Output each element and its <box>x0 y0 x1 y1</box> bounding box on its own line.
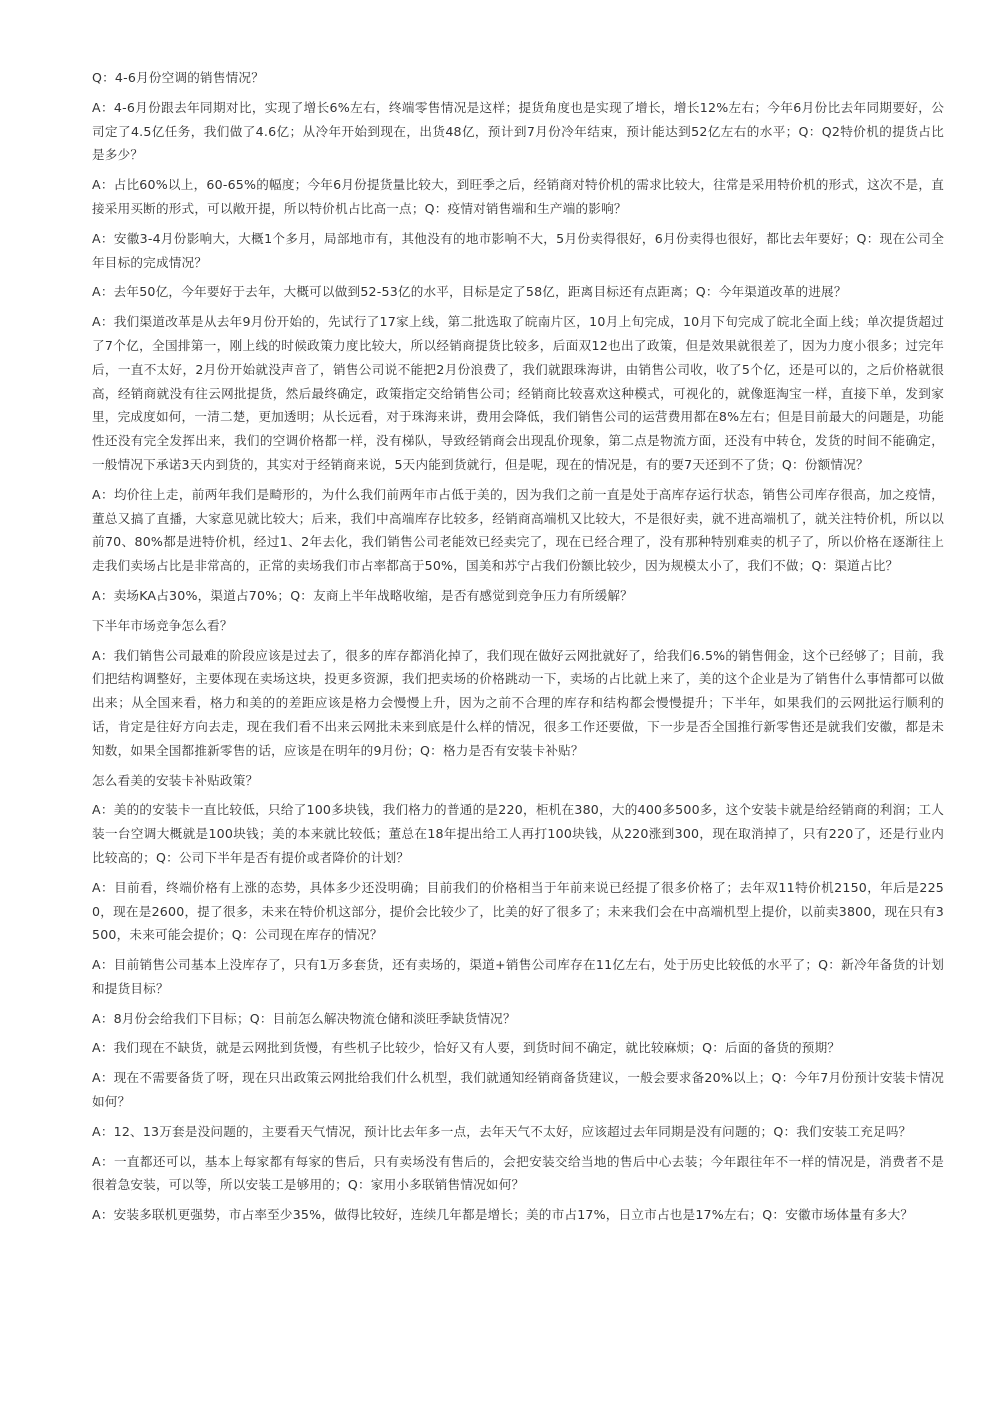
paragraph: A：4-6月份跟去年同期对比，实现了增长6%左右，终端零售情况是这样；提货角度也是实现了增长，增长12%左右；今年6月份比去年同期要好，公司定了4.5亿任务，我们做了4.6亿；从冷年开始到现在，出货48亿，预计到7月份冷年结束，预计能达到52亿左右的水平；Q：Q2特价机的提货占比是多少？ <box>92 99 944 163</box>
paragraph: A：去年50亿，今年要好于去年，大概可以做到52-53亿的水平，目标是定了58亿，距离目标还有点距离；Q：今年渠道改革的进展？ <box>92 284 847 300</box>
paragraph: A：8月份会给我们下目标；Q：目前怎么解决物流仓储和淡旺季缺货情况？ <box>92 1010 516 1026</box>
paragraph: A：我们销售公司最难的阶段应该是过去了，很多的库存都消化掉了，我们现在做好云网批就好了，给我们6.5%的销售佣金，这个已经够了；目前，我们把结构调整好，主要体现在卖场这块，投更多资源，我们把卖场的价格跳动一下，卖场的占比就上来了，美的这个企业是为了销售什么事情都可以做出来；从全国来看，格力和美的的差距应该是格力会慢慢上升，因为之前不合理的库存和结构都会慢慢提升；下半年，如果我们的云网批运行顺利的话，肯定是往好方向去走，现在我们看不出来云网批未来到底是什么样的情况，很多工作还要做，下一步是否全国推行新零售还是就我们安徽，都是未知数，如果全国都推新零售的话，应该是在明年的9月份；Q：格力是否有安装卡补贴？ <box>92 647 944 758</box>
paragraph: A：均价往上走，前两年我们是畸形的，为什么我们前两年市占低于美的，因为我们之前一直是处于高库存运行状态，销售公司库存很高，加之疫情，董总又搞了直播，大家意见就比较大；后来，我们中高端库存比较多，经销商高端机又比较大，不是很好卖，就不进高端机了，就关注特价机，所以以前70、80%都是进特价机，经过1、2年去化，我们销售公司老能效已经卖完了，现在已经合理了，没有那种特别难卖的机子了，所以价格在逐渐往上走我们卖场占比是非常高的，正常的卖场我们市占率都高于50%，国美和苏宁占我们份额比较少，因为规模太小了，我们不做；Q：渠道占比？ <box>92 486 944 574</box>
paragraph: 怎么看美的安装卡补贴政策？ <box>92 772 259 788</box>
paragraph: 下半年市场竞争怎么看？ <box>92 617 233 633</box>
paragraph: A：美的的安装卡一直比较低，只给了100多块钱，我们格力的普通的是220，柜机在380，大的400多500多，这个安装卡就是给经销商的利润；工人装一台空调大概就是100块钱；美的本来就比较低；董总在18年提出给工人再打100块钱，从220涨到300，现在取消掉了，只有220了，还是行业内比较高的；Q：公司下半年是否有提价或者降价的计划？ <box>92 802 944 865</box>
paragraph: A：一直都还可以，基本上每家都有每家的售后，只有卖场没有售后的，会把安装交给当地的售后中心去装；今年跟往年不一样的情况是，消费者不是很着急安装，可以等，所以安装工是够用的；Q：家用小多联销售情况如何？ <box>92 1153 944 1193</box>
paragraph: A：现在不需要备货了呀，现在只出政策云网批给我们什么机型，我们就通知经销商备货建议，一般会要求备20%以上；Q：今年7月份预计安装卡情况如何？ <box>92 1070 944 1110</box>
paragraph: Q：4-6月份空调的销售情况？ <box>92 70 265 85</box>
paragraph: A：安徽3-4月份影响大，大概1个多月，局部地市有，其他没有的地市影响不大，5月份卖得很好，6月份卖得也很好，都比去年要好；Q：现在公司全年目标的完成情况？ <box>92 230 944 270</box>
paragraph: A：占比60%以上，60-65%的幅度；今年6月份提货量比较大，到旺季之后，经销商对特价机的需求比较大，往常是采用特价机的形式，这次不是，直接采用买断的形式，可以敞开提，所以特价机占比高一点；Q：疫情对销售端和生产端的影响？ <box>92 177 944 216</box>
paragraph: A：我们现在不缺货，就是云网批到货慢，有些机子比较少，恰好又有人要，到货时间不确定，就比较麻烦；Q：后面的备货的预期？ <box>92 1040 841 1056</box>
paragraph: A：12、13万套是没问题的，主要看天气情况，预计比去年多一点，去年天气不太好，应该超过去年同期是没有问题的；Q：我们安装工充足吗？ <box>92 1123 912 1139</box>
paragraph: A：目前销售公司基本上没库存了，只有1万多套货，还有卖场的，渠道+销售公司库存在11亿左右，处于历史比较低的水平了；Q：新冷年备货的计划和提货目标？ <box>92 957 944 996</box>
paragraph: A：目前看，终端价格有上涨的态势，具体多少还没明确；目前我们的价格相当于年前来说已经提了很多价格了；去年双11特价机2150，年后是2250，现在是2600，提了很多，未来在特价机这部分，提价会比较少了，比美的好了很多了；未来我们会在中高端机型上提价，以前卖3800，现在只有3500，未来可能会提价；Q：公司现在库存的情况？ <box>92 879 944 943</box>
paragraph: A：我们渠道改革是从去年9月份开始的，先试行了17家上线，第二批选取了皖南片区，10月上旬完成，10月下旬完成了皖北全面上线；单次提货超过了7个亿，全国排第一，刚上线的时候政策力度比较大，所以经销商提货比较多，后面双12也出了政策，但是效果就很差了，因为力度小很多；过完年后，一直不太好，2月份开始就没声音了，销售公司说不能把2月份浪费了，我们就跟珠海讲，由销售公司收，收了5个亿，还是可以的，之后价格就很高，经销商就没有往云网批提货，然后最终确定，政策指定交给销售公司；经销商比较喜欢这种模式，可视化的，就像逛淘宝一样，直接下单，发到家里，完成度如何，一清二楚，更加透明；从长远看，对于珠海来讲，费用会降低，我们销售公司的运营费用都在8%左右；但是目前最大的问题是，功能性还没有完全发挥出来，我们的空调价格都一样，没有梯队，导致经销商会出现乱价现象，第二点是物流方面，还没有中转仓，发货的时间不能确定，一般情况下承诺3天内到货的，其实对于经销商来说，5天内能到货就行，但是呢，现在的情况是，有的要7天还到不了货；Q：份额情况？ <box>92 314 944 472</box>
document-body <box>92 66 944 1233</box>
paragraph: A：安装多联机更强势，市占率至少35%，做得比较好，连续几年都是增长；美的市占17%，日立市占也是17%左右；Q：安徽市场体量有多大？ <box>92 1207 914 1223</box>
paragraph: A：卖场KA占30%，渠道占70%；Q：友商上半年战略收缩，是否有感觉到竞争压力有所缓解？ <box>92 587 633 603</box>
